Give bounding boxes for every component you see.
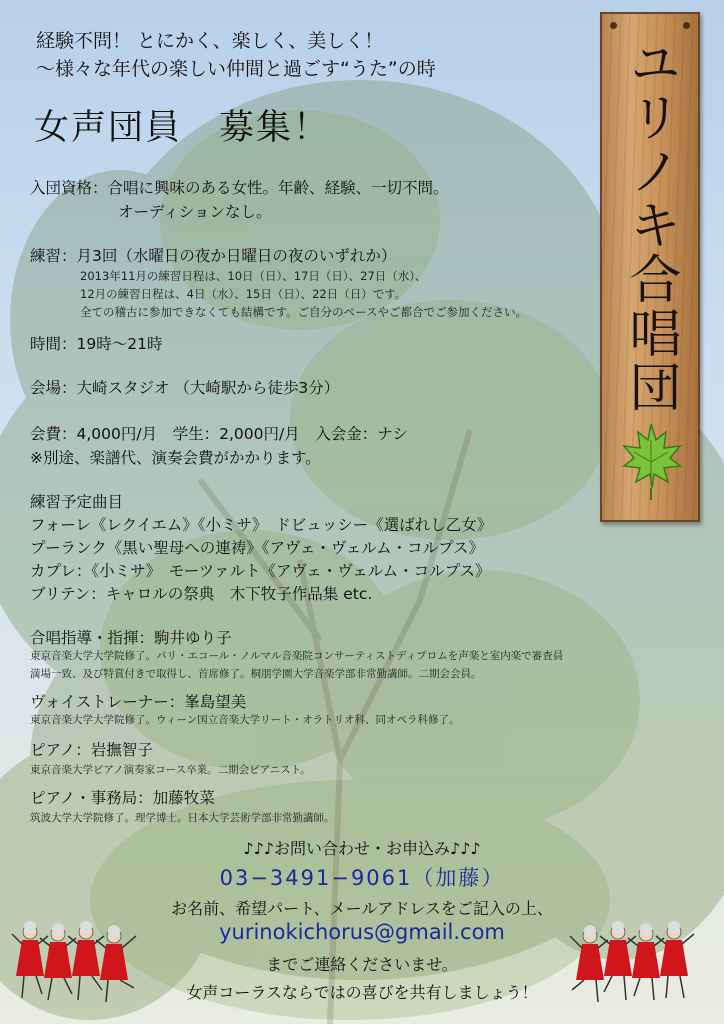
- contact-heading: ♪♪♪お問い合わせ・お申込み♪♪♪: [243, 839, 481, 858]
- qualification-line-2: オーディションなし。: [118, 203, 272, 221]
- repertoire-item: プーランク《黒い聖母への連祷》《アヴェ・ヴェルム・コルプス》: [30, 539, 484, 557]
- fee-info: 会費：4,000円/月 学生：2,000円/月 入会金：ナシ: [30, 425, 408, 443]
- venue-info: 会場：大崎スタジオ （大崎駅から徒歩3分）: [30, 379, 340, 397]
- staff-voice-trainer-role: ヴォイストレーナー：峯島望美: [30, 693, 247, 711]
- staff-office-bio: 筑波大学大学院修了。理学博士。日本大学芸術学部非常勤講師。: [30, 812, 335, 824]
- repertoire-item: カプレ：《小ミサ》 モーツァルト《アヴェ・ヴェルム・コルプス》: [30, 562, 491, 580]
- repertoire-heading: 練習予定曲目: [30, 493, 124, 511]
- practice-detail-nov: 2013年11月の練習日程は、10日（日）、17日（日）、27日（水）、: [80, 269, 427, 283]
- tagline-line-1: 経験不問！ とにかく、楽しく、美しく！: [36, 30, 384, 52]
- staff-conductor-role: 合唱指導・指揮：駒井ゆり子: [30, 629, 232, 647]
- tagline-line-2: 〜様々な年代の楽しい仲間と過ごす“うた”の時: [36, 58, 436, 80]
- choir-name-sign: [600, 12, 700, 522]
- staff-pianist-role: ピアノ：岩撫智子: [30, 741, 153, 759]
- staff-voice-trainer-bio: 東京音楽大学大学院修了。ウィーン国立音楽大学リート・オラトリオ科、同オペラ科修了。: [30, 714, 460, 726]
- practice-detail-dec: 12月の練習日程は、4日（水）、15日（日）、22日（日）です。: [80, 287, 407, 301]
- slogan: 女声コーラスならではの喜びを共有しましょう！: [186, 983, 538, 1002]
- practice-schedule: 練習：月3回（水曜日の夜か日曜日の夜のいずれか）: [30, 247, 397, 265]
- staff-pianist-bio: 東京音楽大学ピアノ演奏家コース卒業。二期会ピアニスト。: [30, 764, 311, 776]
- maple-leaf-icon: [620, 422, 682, 502]
- recruitment-title: 女声団員 募集！: [34, 108, 331, 148]
- staff-conductor-bio: 満場一致、及び特賞付きで取得し、首席修了。桐朋学園大学音楽学部非常勤講師。二期会会員。: [30, 668, 482, 680]
- contact-instruction: お名前、希望パート、メールアドレスをご記入の上、: [171, 899, 553, 918]
- time-info: 時間：19時〜21時: [30, 335, 163, 353]
- choir-name: ユリノキ合唱団: [620, 36, 680, 414]
- nail-icon: [683, 22, 690, 29]
- fee-note: ※別途、楽譜代、演奏会費がかかります。: [30, 449, 321, 467]
- email-address[interactable]: yurinokichorus@gmail.com: [219, 920, 505, 944]
- phone-number[interactable]: 03−3491−9061（加藤）: [219, 866, 505, 890]
- staff-office-role: ピアノ・事務局：加藤牧菜: [30, 789, 215, 807]
- dancing-ladies-right-illustration: [568, 918, 718, 1008]
- practice-detail-note: 全ての稽古に参加できなくても結構です。ご自分のペースやご都合でご参加ください。: [80, 305, 528, 319]
- repertoire-item: フォーレ《レクイエム》《小ミサ》 ドビュッシー《選ばれし乙女》: [30, 516, 493, 534]
- dancing-ladies-left-illustration: [10, 918, 160, 1008]
- qualification-line-1: 入団資格：合唱に興味のある女性。年齢、経験、一切不問。: [30, 179, 449, 197]
- contact-closing: までご連絡くださいませ。: [266, 955, 458, 974]
- nail-icon: [610, 22, 617, 29]
- staff-conductor-bio: 東京音楽大学大学院修了。パリ・エコール・ノルマル音楽院コンサーティストディプロムを声楽と室内楽で審査員: [30, 650, 564, 662]
- repertoire-item: ブリテン：キャロルの祭典 木下牧子作品集 etc.: [30, 585, 373, 603]
